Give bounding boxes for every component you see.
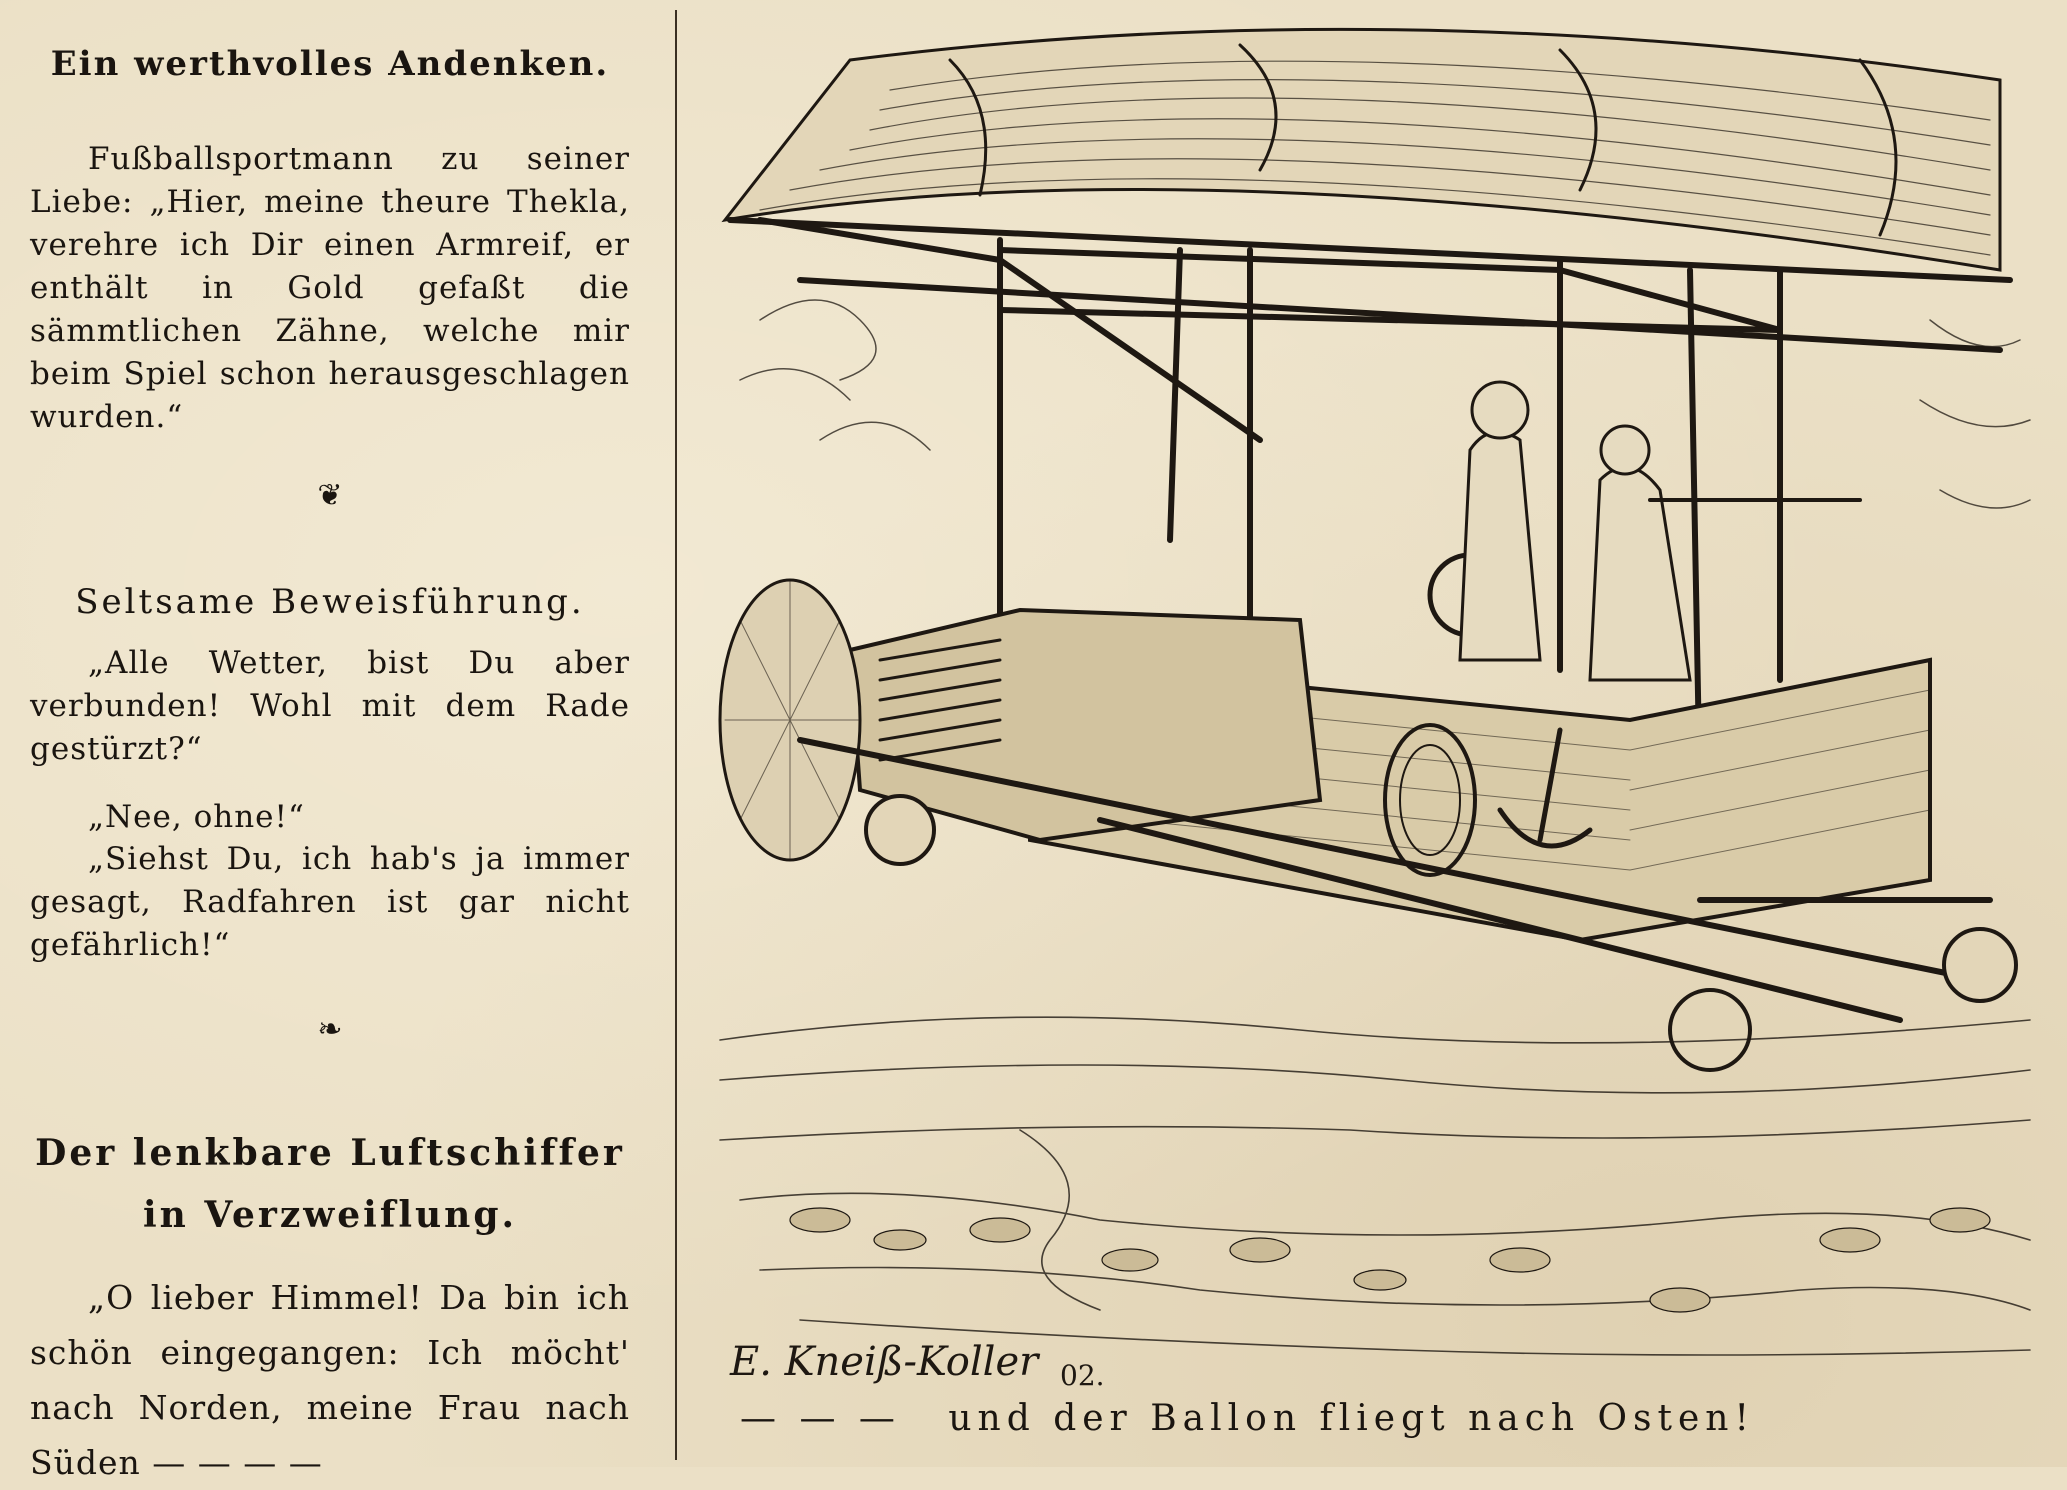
wheel xyxy=(1670,990,1750,1070)
airship-illustration xyxy=(700,20,2040,1395)
balloon-canopy xyxy=(725,29,2000,270)
caption-dashes: — — — xyxy=(740,1398,901,1439)
figure-man xyxy=(1460,432,1540,660)
article-dialogue-line-2: „Nee, ohne!“ xyxy=(88,799,305,835)
article-title-beweisfuehrung: Seltsame Beweisführung. xyxy=(75,582,585,622)
article-body-andenken: Fußballsportmann zu seiner Liebe: „Hier, meine theure Thekla, verehre ich Dir einen Armreif, er enthält in Gold gefaßt die sämmtlichen Zähne, welche mir beim Spiel schon herausgeschlagen wurden.“ xyxy=(30,141,630,435)
wheel xyxy=(866,796,934,864)
article-title-luftschiffer: Der lenkbare Luftschiffer in Verzweiflung. xyxy=(35,1132,625,1236)
article-title-andenken: Ein werthvolles Andenken. xyxy=(50,44,610,84)
illustration-caption xyxy=(700,1398,2040,1450)
wheel xyxy=(1944,929,2016,1001)
ornament-divider: ❧ xyxy=(317,1012,343,1047)
signature-year: 02. xyxy=(1060,1359,1105,1392)
caption-text: und der Ballon fliegt nach Osten! xyxy=(948,1398,1755,1439)
column-divider xyxy=(675,10,677,1460)
ornament-divider: ❦ xyxy=(317,478,343,513)
left-text-column xyxy=(30,30,630,1482)
artist-signature: E. Kneiß-Koller xyxy=(730,1339,1039,1385)
article-dialogue-line-3: „Siehst Du, ich hab's ja immer gesagt, Radfahren ist gar nicht gefährlich!“ xyxy=(30,841,630,963)
article-dialogue-line-1: „Alle Wetter, bist Du aber verbunden! Wohl mit dem Rade gestürzt?“ xyxy=(30,645,630,767)
article-body-luftschiffer: „O lieber Himmel! Da bin ich schön eingegangen: Ich möcht' nach Norden, meine Frau nach Süden — — — — xyxy=(30,1278,630,1482)
